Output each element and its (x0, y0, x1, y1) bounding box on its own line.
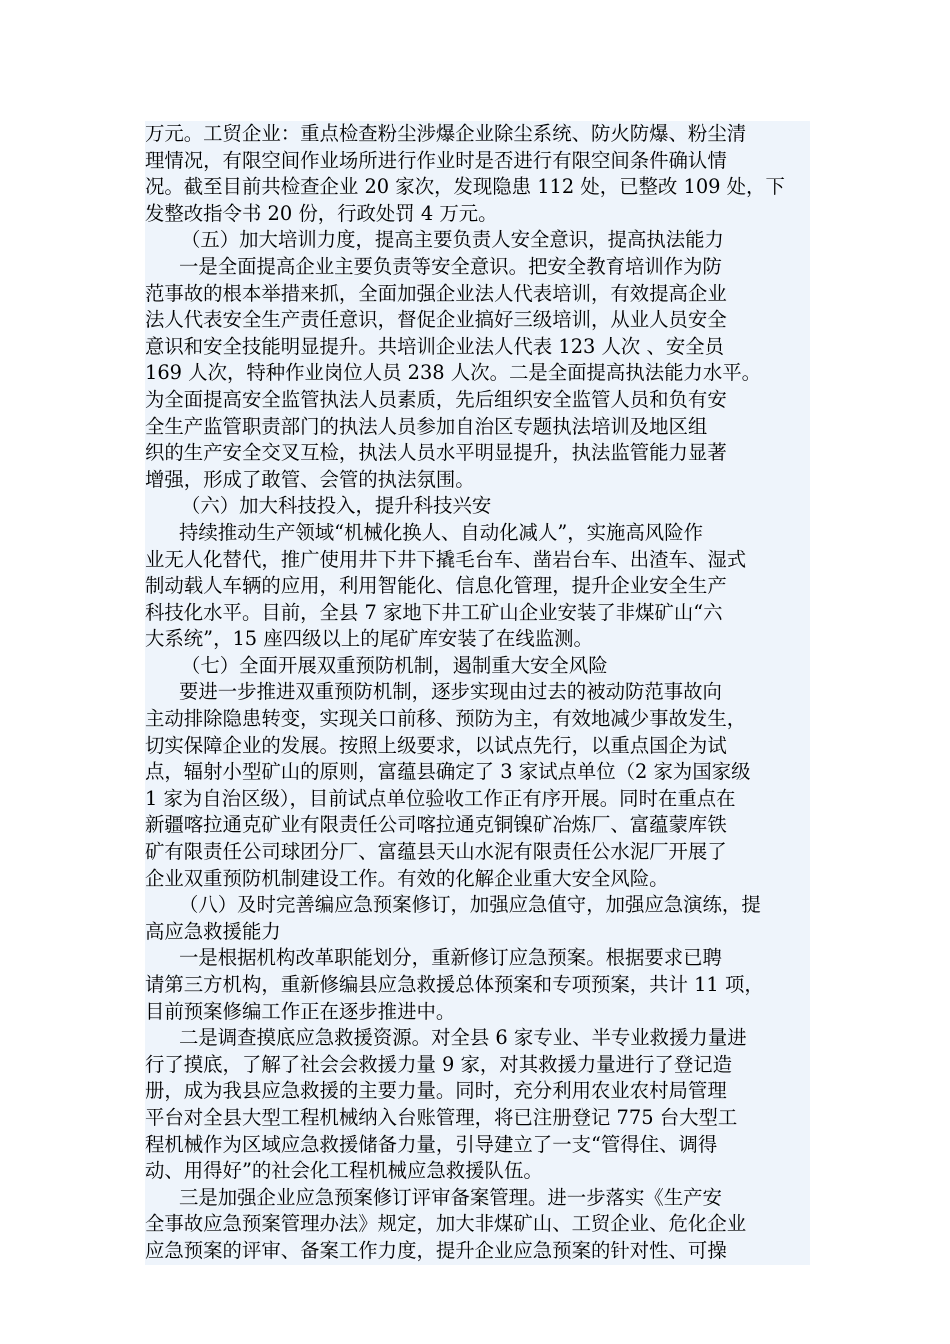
text-line: 为全面提高安全监管执法人员素质，先后组织安全监管人员和负有安 (145, 387, 810, 414)
text-line: 平台对全县大型工程机械纳入台账管理，将已注册登记 775 台大型工 (145, 1105, 810, 1132)
text-line: 主动排除隐患转变，实现关口前移、预防为主，有效地减少事故发生， (145, 706, 810, 733)
text-line: 点，辐射小型矿山的原则，富蕴县确定了 3 家试点单位（2 家为国家级 (145, 759, 810, 786)
text-line: 1 家为自治区级），目前试点单位验收工作正有序开展。同时在重点在 (145, 786, 810, 813)
document-page (145, 121, 810, 1265)
text-line: 范事故的根本举措来抓，全面加强企业法人代表培训，有效提高企业 (145, 281, 810, 308)
text-line: 持续推动生产领域“机械化换人、自动化减人”，实施高风险作 (145, 520, 810, 547)
text-line: 新疆喀拉通克矿业有限责任公司喀拉通克铜镍矿冶炼厂、富蕴蒙库铁 (145, 812, 810, 839)
text-line: 大系统”，15 座四级以上的尾矿库安装了在线监测。 (145, 626, 810, 653)
text-line: 切实保障企业的发展。按照上级要求，以试点先行，以重点国企为试 (145, 733, 810, 760)
text-line: 请第三方机构，重新修编县应急救援总体预案和专项预案，共计 11 项， (145, 972, 810, 999)
text-line: 增强，形成了敢管、会管的执法氛围。 (145, 467, 810, 494)
text-line: 二是调查摸底应急救援资源。对全县 6 家专业、半专业救援力量进 (145, 1025, 810, 1052)
text-line: 三是加强企业应急预案修订评审备案管理。进一步落实《生产安 (145, 1185, 810, 1212)
text-line: （七）全面开展双重预防机制，遏制重大安全风险 (145, 653, 810, 680)
text-line: 法人代表安全生产责任意识，督促企业搞好三级培训，从业人员安全 (145, 307, 810, 334)
text-line: 要进一步推进双重预防机制，逐步实现由过去的被动防范事故向 (145, 679, 810, 706)
text-line: （五）加大培训力度，提高主要负责人安全意识，提高执法能力 (145, 227, 810, 254)
text-line: 制动载人车辆的应用，利用智能化、信息化管理，提升企业安全生产 (145, 573, 810, 600)
text-line: 况。截至目前共检查企业 20 家次，发现隐患 112 处，已整改 109 处，下 (145, 174, 810, 201)
text-line: 册，成为我县应急救援的主要力量。同时，充分利用农业农村局管理 (145, 1078, 810, 1105)
text-line: （八）及时完善编应急预案修订，加强应急值守，加强应急演练，提 (145, 892, 810, 919)
text-line: 业无人化替代，推广使用井下井下撬毛台车、凿岩台车、出渣车、湿式 (145, 547, 810, 574)
text-line: 意识和安全技能明显提升。共培训企业法人代表 123 人次 、安全员 (145, 334, 810, 361)
text-line: 全生产监管职责部门的执法人员参加自治区专题执法培训及地区组 (145, 414, 810, 441)
text-line: 高应急救援能力 (145, 919, 810, 946)
text-line: 理情况，有限空间作业场所进行作业时是否进行有限空间条件确认情 (145, 148, 810, 175)
text-line: 发整改指令书 20 份，行政处罚 4 万元。 (145, 201, 810, 228)
text-line: 行了摸底，了解了社会会救援力量 9 家，对其救援力量进行了登记造 (145, 1052, 810, 1079)
text-line: 万元。工贸企业：重点检查粉尘涉爆企业除尘系统、防火防爆、粉尘清 (145, 121, 810, 148)
text-line: 织的生产安全交叉互检，执法人员水平明显提升，执法监管能力显著 (145, 440, 810, 467)
text-line: 一是根据机构改革职能划分，重新修订应急预案。根据要求已聘 (145, 945, 810, 972)
text-line: 企业双重预防机制建设工作。有效的化解企业重大安全风险。 (145, 866, 810, 893)
text-line: 应急预案的评审、备案工作力度，提升企业应急预案的针对性、可操 (145, 1238, 810, 1265)
text-line: 程机械作为区域应急救援储备力量，引导建立了一支“管得住、调得 (145, 1132, 810, 1159)
text-line: 全事故应急预案管理办法》规定，加大非煤矿山、工贸企业、危化企业 (145, 1211, 810, 1238)
text-line: 一是全面提高企业主要负责等安全意识。把安全教育培训作为防 (145, 254, 810, 281)
text-line: 科技化水平。目前，全县 7 家地下井工矿山企业安装了非煤矿山“六 (145, 600, 810, 627)
text-line: 目前预案修编工作正在逐步推进中。 (145, 999, 810, 1026)
text-line: （六）加大科技投入，提升科技兴安 (145, 493, 810, 520)
text-line: 矿有限责任公司球团分厂、富蕴县天山水泥有限责任公水泥厂开展了 (145, 839, 810, 866)
text-line: 169 人次，特种作业岗位人员 238 人次。二是全面提高执法能力水平。 (145, 360, 810, 387)
text-line: 动、用得好”的社会化工程机械应急救援队伍。 (145, 1158, 810, 1185)
